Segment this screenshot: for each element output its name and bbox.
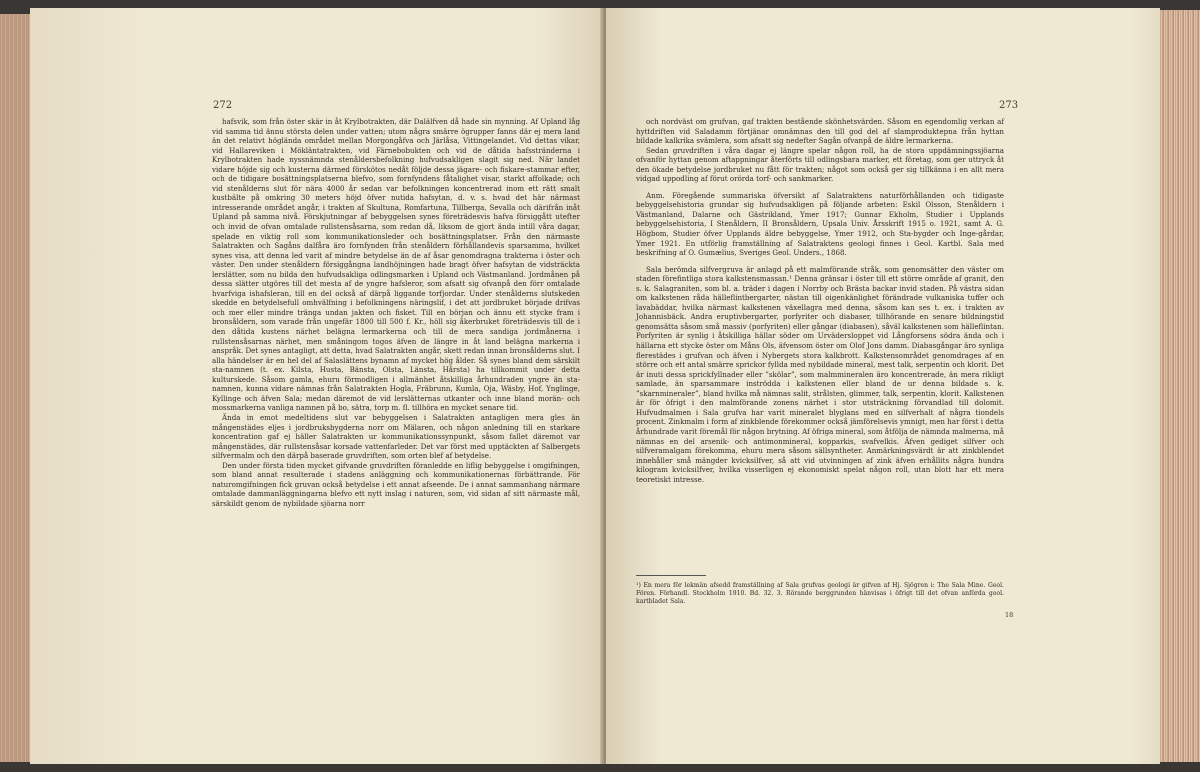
paragraph: hafsvik, som från öster skär in åt Krylbotrakten, där Dalälfven då hade sin mynning. Af Upland låg vid samma tid ännu största delen under vatten; utom några smärre ögrupper fanns där ej mera land än det relativt högländа området mellan Morgongåfva och Järlåsa, Vittingelandet. Vid dettas vikar, vid Hallareviken i Mökläntatrakten, vid Färnebobukten och vid de dåtida hafsstränderna i Krylbotrakten hade nyssnämnda stenåldersbefolkning hufvudsakligen slagit sig ned. När landet vidare höjde sig och kusterna därmed förskötos nedåt följde dessa jägare- och fiskare-stammar efter, och de tidigare bosättningsplatserna blefvo, som fornfyndens fåtalighet visar, starkt affolkade; och vid stenålderns slut för nära 4000 år sedan var befolkningen koncentrerad inom ett rätt smalt kustbälte på omkring 30 meters höjd öfver nutida hafsytan, d. v. s. hvad det här närmast intresserande området angår, i trakten af Skultuna, Romfartuna, Tillberga, Sevalla och därifrån inåt Upland på samma nivå. Förskjutningar af bebyggelsen synes företrädesvis hafva försiggått utefter och invid de ofvan omtalade rullstensåsarna, som redan då, liksom de gjort ända intill våra dagar, spelade en viktig roll som kommunikationsleder och bosättningsplatser. Från den närmaste Salatrakten och Sagåns dalfåra äro fornfynden från stenåldern förhållandevis sparsamma, hvilket synes visa, att denna led varit af mindre betydelse än de af åsar genomdragna trakterna i öster och väster. Den under stenåldern försiggångna landhöjningen hade bragt öfver hafsytan de vidsträckta lerslätter, som nu bilda den hufvudsakliga odlingsmarken i Upland och Västmanland. Jordmånen på dessa slätter utgöres till det mesta af de yngre hafsleror, som afsatt sig ofvanpå den förr omtalade hvarfviga ishafsleran, till en del också af därpå liggande torfjordar. Under stenålderns slutskeden skedde en betydelsefull omhvälfning i befolkningens näringslif, i det att jordbruket började drifvas och mer eller mindre tränga undan jakten och fisket. Till en början och ännu ett stycke fram i bronsåldern, som varade från ungefär 1800 till 500 f. Kr., höll sig åkerbruket företrädesvis till de i den dåtida kustens närhet belägna lermarkerna och till de mera sandiga jordmånerna i rullstensåsarnas närhet, men småningom togos äfven de längre in åt land belägna markerna i anspråk. Det synes antagligt, att detta, hvad Salatrakten angår, skett redan innan bronsålderns slut. I alla händelser är en hel del af Salaslättens bynamn af mycket hög ålder. Så synes bland dem särskilt sta-namnen (t. ex. Kilsta, Husta, Bänsta, Olsta, Länsta, Hårsta) ha tillkommit under detta kulturskede. Såsom gamla, ehuru förmodligen i allmänhet åtskilliga århundraden yngre än sta-namnen, kunna vidare nämnas från Salatrakten Hogla, Fräbrunn, Kumla, Oja, Wäsby, Hof, Ynglinge, Kyllinge och äfven Sala; medan däremot de vid lerslätternas utkanter och inne bland morän- och mossmarkerna vanliga namnen på bo, sätra, torp m. fl. tillhöra en mycket senare tid. — [212, 117, 580, 413]
footnote-text: ¹) En mera för lekmän afsedd framställning af Sala grufvas geologi är gifven af Hj. Sjögren i: The Sala Mine. Geol. Fören. Förhandl. Stockholm 1910. Bd. 32. 3. Rörande berggrunden hänvisas i öfrigt till det ofvan anförda geol. kartbladet Sala. — [636, 582, 1004, 605]
paragraph: Sedan gruvdriften i våra dagar ej längre spelar någon roll, ha de stora uppdämningssjöarna ofvanför hyttan genom aftappningar återförts till odlingsbara marker, ett företag, som ger uttryck åt den ökade betydelse jordbruket nu fått för trakten; något som också ger sig tillkänna i en allt mera vidgad uppodling af förut orörda torf- och sankmarker. — [636, 145, 1004, 184]
paragraph: Sala berömda silfvergruva är anlagd på ett malmförande stråk, som genomsätter den väster om staden förefintliga stora kalkstensmassan.¹ Denna gränsar i öster till ett större område af granit, den s. k. Salagraniten, som bl. a. träder i dagen i Norrby och Brästa backar invid staden. På västra sidan om kalkstenen råda hälleflintbergarter, nästan till oigenkänlighet förändrade vulkaniska tuffer och lavabäddar, hvilka närmast kalkstenen växellagra med denna, såsom kan ses t. ex. i trakten av Johannisbäck. Andra eruptivbergarter, porfyriter och diabaser, tillhörande en senare bildningstid genomsätta såsom små massiv (porfyriten) eller gångar (diabasen), såväl kalkstenen som hälleflintan. Porfyriten är synlig i åtskilliga hällar söder om Urvädersloppet vid Långforsens södra ända och i hällarna ett stycke öster om Måns Ols, äfvensom öster om Olof Jons damm. Diabasgångar äro synliga flerestädes i grufvan och äfven i Nybergets stora kalkbrott. Kalkstensområdet genomdrages af en större och ett antal smärre sprickor fyllda med nybildade mineral, mest talk, serpentin och klorit. Det är inuti dessa sprickfyllnader eller ”skölar”, som malmmineralen äro koncentrerade, än mera rikligt samlade, än sparsammare inströdda i kalkstenen eller bland de ur denna bildade s. k. ”skarnmineraler”, bland hvilka må nämnas salit, strålsten, glimmer, talk, serpentin, klorit. Kalkstenen är för öfrigt i den malmförande zonens närhet i stor utsträckning förvandlad till dolomit. Hufvudmalmen i Sala grufva har varit mineralet blyglans med en silfverhalt af några tiondels procent. Zinkmalm i form af zinkblende förekommer också jämförelsevis ymnigt, men har först i detta århundrade varit föremål för någon brytning. Af öfriga mineral, som åtföljа de nämnda malmerna, må nämnas en del arsenik- och antimonmineral, kopparkis, svafvelkis. Äfven gediget silfver och silfveramalgam förekomma, ehuru mera såsom sällsyntheter. Anmärkningsvärdt är att zinkblendet innehåller små mängder kvicksilfver, så att vid utvinningen af zink äfven erhållits några hundra kilogram kvicksilfver, hvilka visserligen ej ekonomiskt spelat någon roll, utan blott har ett mera teoretiskt intresse. — [636, 264, 1004, 484]
page-stack-left — [0, 14, 30, 762]
body-text — [636, 117, 1004, 484]
signature-mark: 18 — [1005, 611, 1014, 619]
left-page — [30, 8, 604, 764]
page-number: 273 — [999, 100, 1019, 111]
footnote-rule — [636, 575, 706, 576]
page-stack-right — [1160, 10, 1200, 762]
right-page — [606, 8, 1160, 764]
paragraph: Den under första tiden mycket gifvande gruvdriften föranledde en liflig bebyggelse i omgifningen, som bland annat resulterade i stadens anläggning och kommunikationernas förbättrande. För naturomgifningen fick gruvan också betydelse i ett annat afseende. De i annat sammanhang närmare omtalade dammanläggningarna blefvo ett nytt inslag i naturen, som, vid sidan af sitt närmaste mål, särskildt genom de nybildade sjöarna norr — [212, 460, 580, 508]
footnote — [636, 575, 1004, 606]
page-number: 272 — [213, 100, 233, 111]
paragraph: och nordväst om grufvan, gaf trakten bestående skönhetsvärden. Såsom en egendomlig verkan af hyttdriften vid Saladamm förtjänar omnämnas den till god del af slamproduktерna från hyttan bildade kalkrika svämlera, som afsatt sig nedefter Sagån ofvanpå de äldre lermarkerna. — [636, 117, 1004, 146]
paragraph: Anm. Föregående summariska öfversikt af Salatraktens naturförhållanden och tidigaste bebyggelsehistoria grundar sig hufvudsakligen på följande arbeten: Eskil Olsson, Stenåldern i Västmanland, Dalarne och Gästrikland, Ymer 1917; Gunnar Ekholm, Studier i Upplands bebyggelsehistoria, I Stenåldern, II Bronsåldern, Upsala Univ. Årsskrift 1915 o. 1921, samt A. G. Högbom, Studier öfver Upplands äldre bebyggelse, Ymer 1912, och Sta-bygder och Inge-gårdar, Ymer 1921. En utförlig framställning af Salatraktens geologi finnes i Geol. Kartbl. Sala med beskrifning af O. Gumælius, Sveriges Geol. Unders., 1868. — [636, 190, 1004, 258]
paragraph: Ända in emot medeltidens slut var bebyggelsen i Salatrakten antagligen mera gles än mångenstädes eljes i jordbruksbygderna norr om Mälaren, och någon anledning till en starkare koncentration gaf ej häller Salatrakten ur kommunikationssynpunkt, såsom fallet däremot var mångenstädes, där rullstensåsar korsade vattenfarleder. Det var först med upptäckten af Salbergets silfvermalm och den därpå baserade gruvdriften, som orten blef af betydelse. — [212, 412, 580, 461]
body-text — [212, 117, 580, 508]
